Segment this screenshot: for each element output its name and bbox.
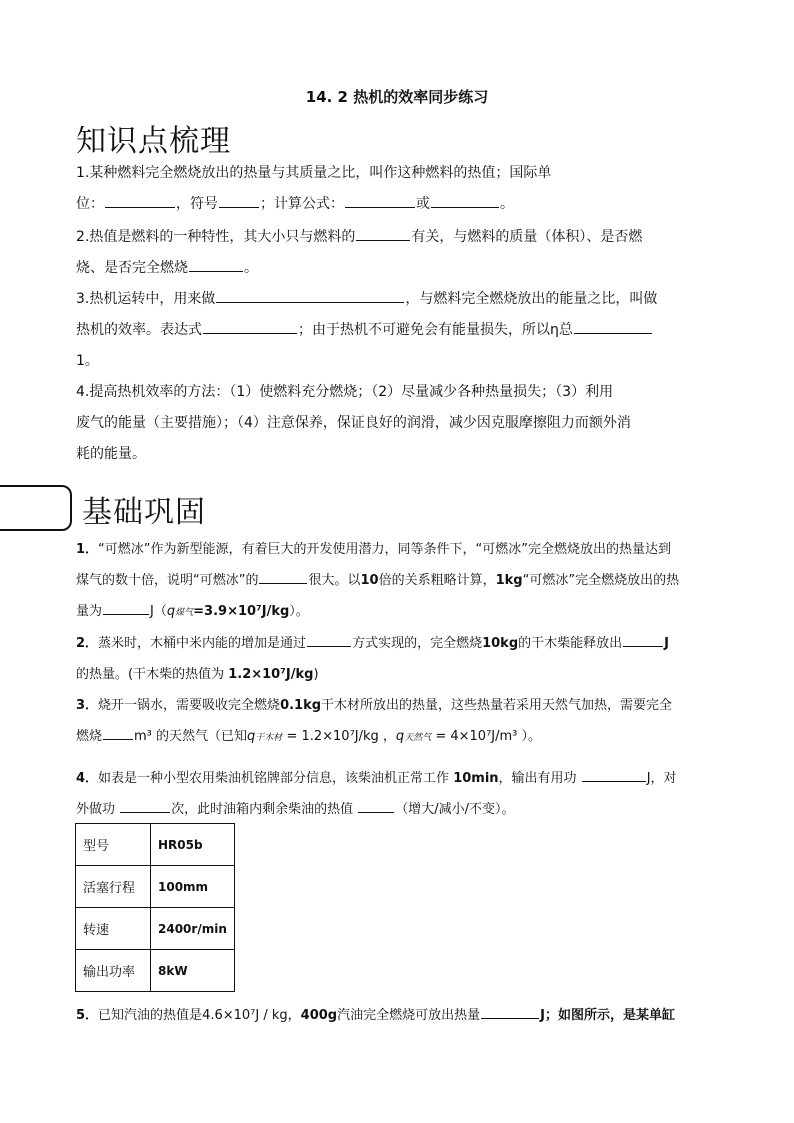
- section-heading-basics: 基础巩固: [82, 495, 206, 530]
- table-row: 活塞行程 100mm: [76, 866, 235, 908]
- knowledge-item-3: 3.热机运转中，用来做 ，与燃料完全燃烧放出的能量之比，叫做 热机的效率。表达式 ；由于热机不可避免会有能量损失，所以η总 1。: [76, 284, 718, 377]
- question-4: 4．如表是一种小型农用柴油机铭牌部分信息，该柴油机正常工作 10min，输出有用功 J，对 外做功 次，此时油箱内剩余柴油的热值 （增大/减小/不变）。: [76, 763, 718, 825]
- question-2: 2．蒸米时，木桶中米内能的增加是通过 方式实现的，完全燃烧10kg的干木柴能释放出 J 的热量。(干木柴的热值为 1.2×10⁷J/kg): [76, 628, 718, 690]
- document-title: 14. 2 热机的效率同步练习: [305, 88, 489, 106]
- table-row: 转速 2400r/min: [76, 908, 235, 950]
- question-5: 5．已知汽油的热值是4.6×10⁷J / kg，400g汽油完全燃烧可放出热量 J；如图所示，是某单缸: [76, 1000, 718, 1031]
- knowledge-item-1: 1.某种燃料完全燃烧放出的热量与其质量之比，叫作这种燃料的热值；国际单 位： ，符号 ；计算公式： 或 。: [76, 165, 552, 212]
- question-3: 3．烧开一锅水，需要吸收完全燃烧0.1kg干木材所放出的热量，这些热量若采用天然气加热，需要完全 燃烧 m³ 的天然气（已知q干木材 = 1.2×10⁷J/kg ，q天然气 = 4×10⁷J/m³ ）。: [76, 698, 673, 744]
- engine-spec-table: [75, 823, 235, 992]
- knowledge-item-2: 2.热值是燃料的一种特性，其大小只与燃料的 有关，与燃料的质量（体积）、是否燃 烧、是否完全燃烧 。: [76, 222, 718, 284]
- table-row: 型号 HR05b: [76, 824, 235, 866]
- section-heading-knowledge: 知识点梳理: [76, 124, 231, 159]
- knowledge-item-4: 4.提高热机效率的方法：（1）使燃料充分燃烧；（2）尽量减少各种热量损失；（3）利用 废气的能量（主要措施）；（4）注意保养，保证良好的润滑，减少因克服摩擦阻力而额外消 耗的能量。: [76, 384, 631, 462]
- section-tab-marker: [0, 485, 72, 531]
- table-row: 输出功率 8kW: [76, 950, 235, 992]
- question-1: 1．“可燃冰”作为新型能源，有着巨大的开发使用潜力，同等条件下，“可燃冰”完全燃烧放出的热量达到 煤气的数十倍，说明“可燃冰”的 很大。以10倍的关系粗略计算，1kg“可燃冰”完全燃烧放出的热 量为 J（q煤气=3.9×10⁷J/kg）。: [76, 542, 680, 619]
